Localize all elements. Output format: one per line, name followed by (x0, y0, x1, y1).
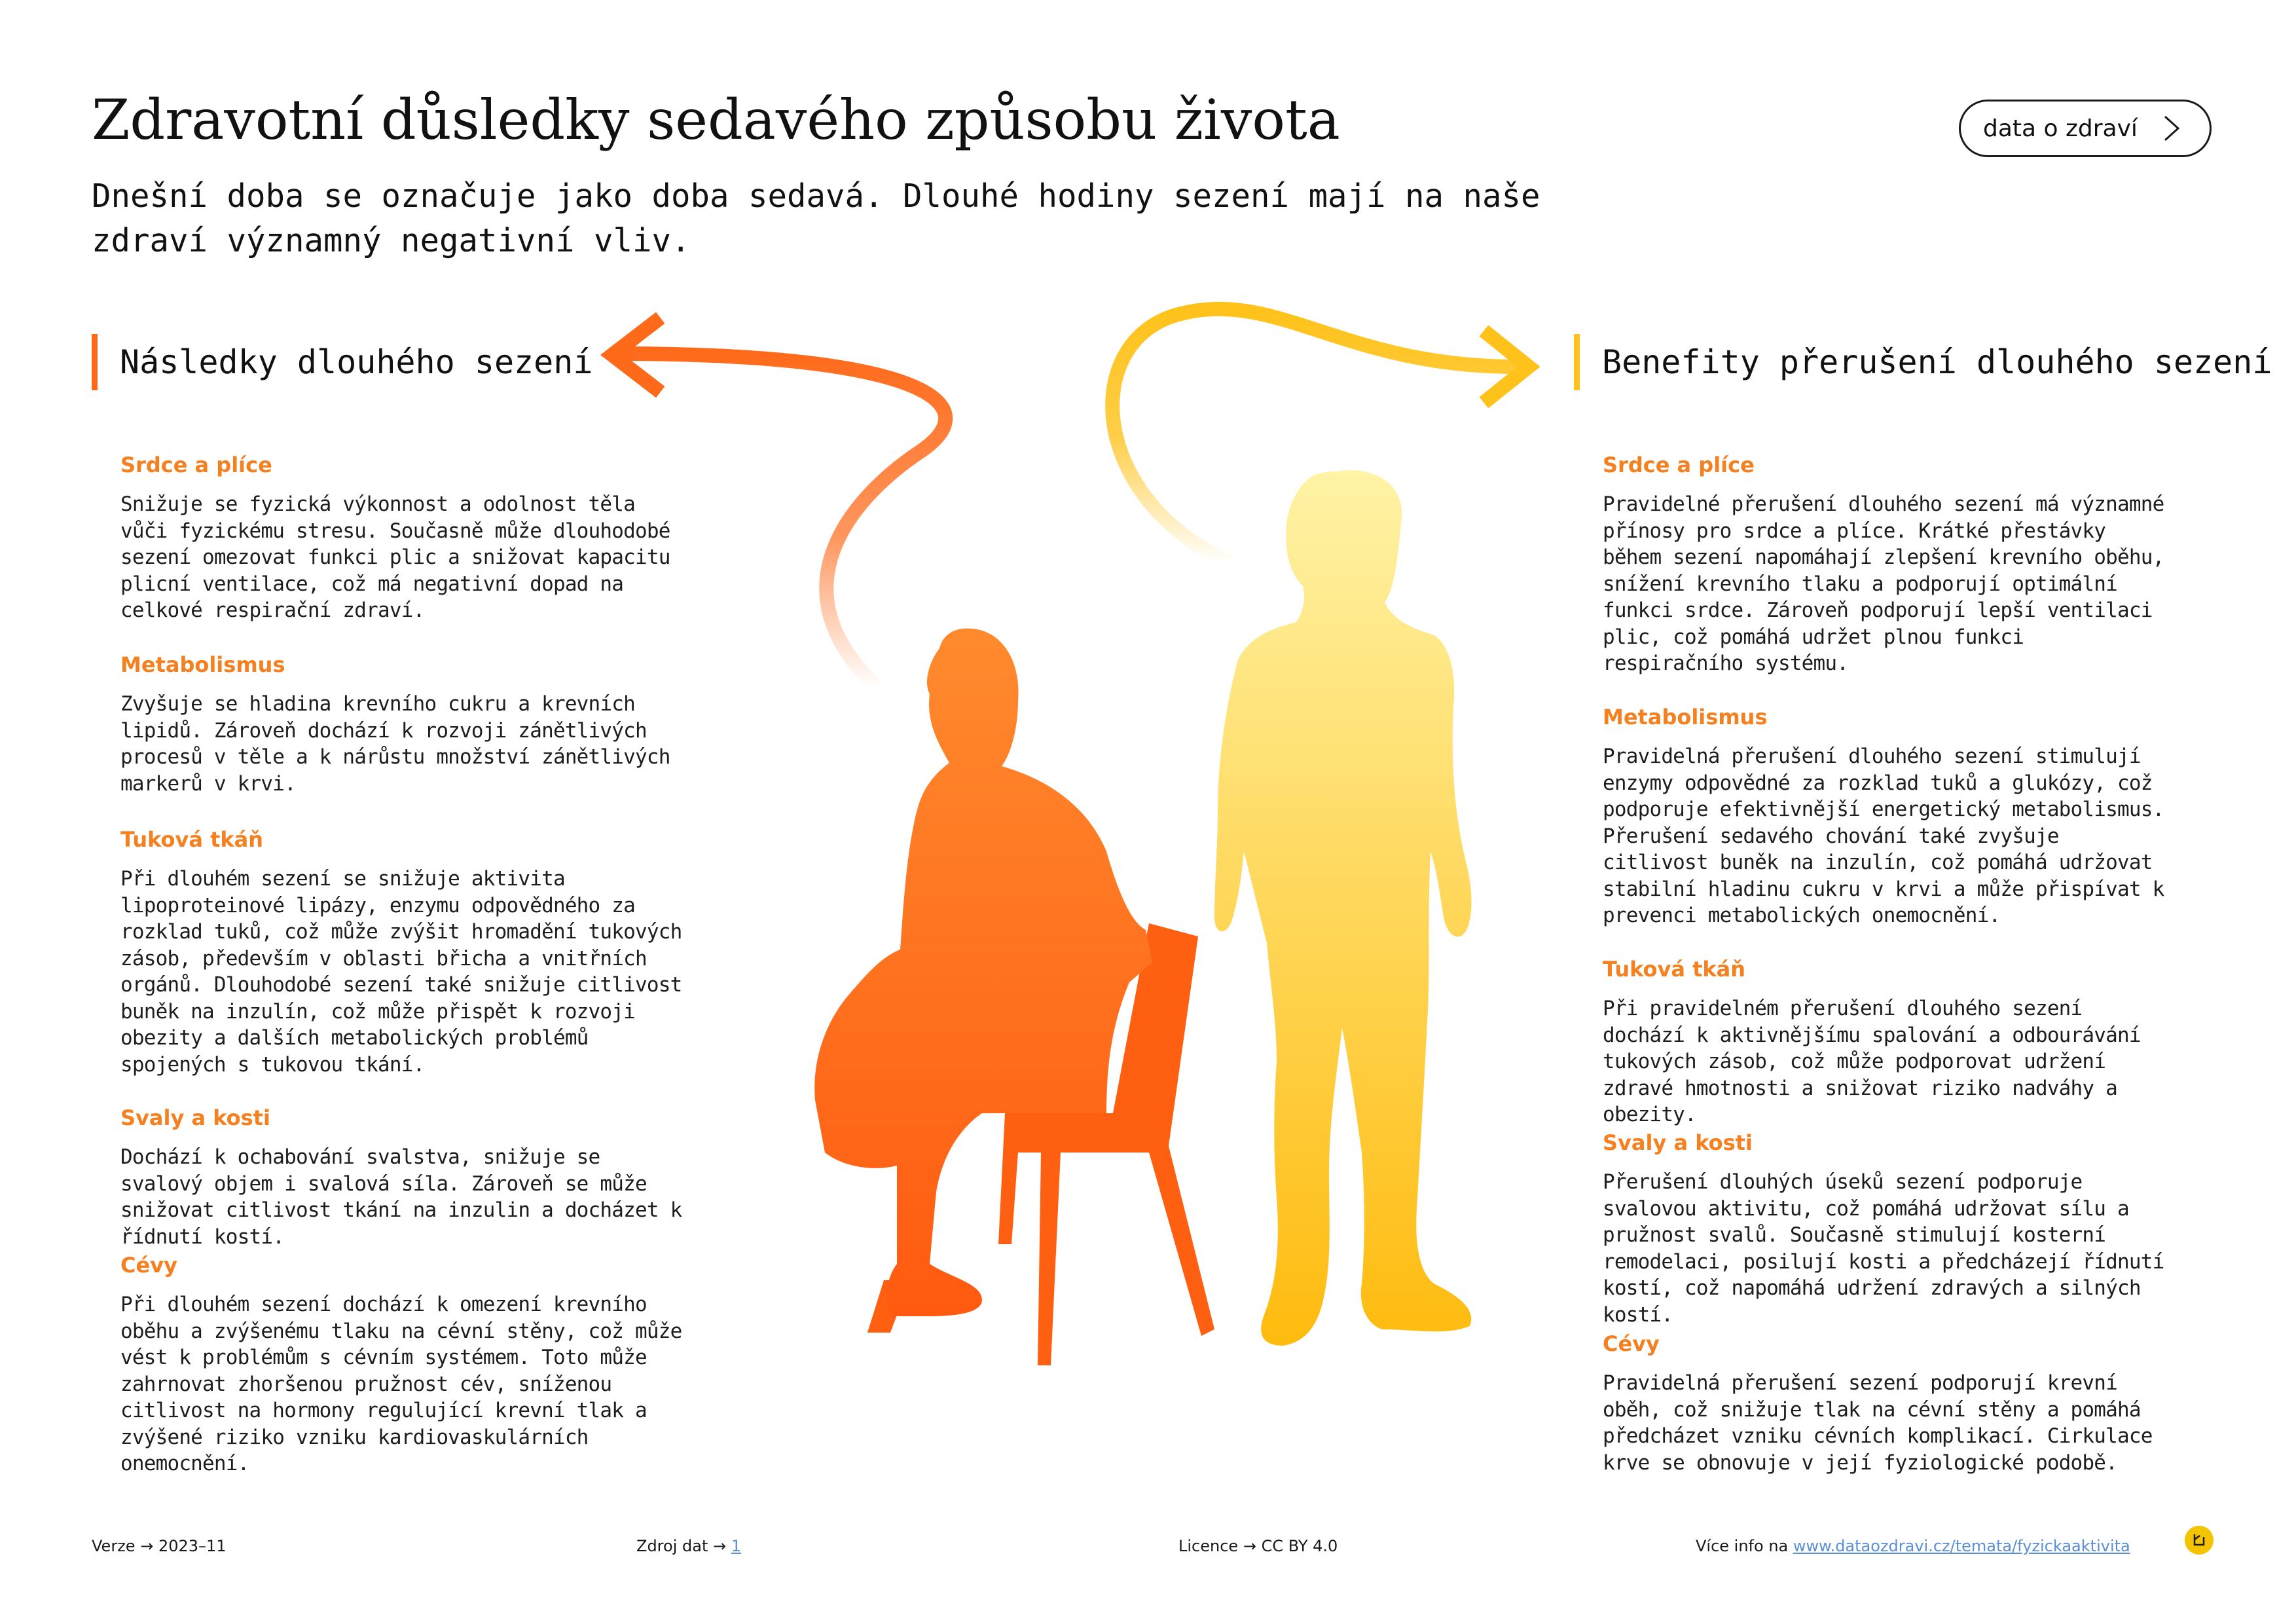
section-title: Metabolismus (120, 652, 285, 677)
more-info-link[interactable]: www.dataozdravi.cz/temata/fyzickaaktivita (1793, 1537, 2130, 1555)
accent-bar (92, 334, 98, 390)
right-column-heading (1574, 334, 2272, 390)
footer-source (636, 1536, 741, 1556)
section-title: Cévy (1603, 1331, 1660, 1356)
footer-license (1178, 1536, 1338, 1556)
standing-person-silhouette (1214, 470, 1472, 1346)
right-column (1603, 452, 2166, 1475)
sitting-person-silhouette (814, 629, 1214, 1365)
left-section-tukova-tkan (120, 826, 683, 1078)
right-section-svaly (1603, 1130, 2166, 1328)
accent-bar (1574, 334, 1580, 390)
right-section-metabolismus (1603, 704, 2166, 929)
button-label: data o zdraví (1983, 115, 2138, 142)
section-title: Srdce a plíce (1603, 452, 1755, 477)
section-title: Srdce a plíce (120, 452, 272, 477)
right-section-cevy (1603, 1331, 2166, 1476)
section-text: Dochází k ochabování svalstva, snižuje se svalový objem i svalová síla. Zároveň se může snižovat citlivost tkání na inzulin a docházet k řídnutí kostí. (120, 1145, 682, 1249)
right-section-srdce (1603, 452, 2166, 677)
source-label: Zdroj dat (636, 1537, 708, 1555)
section-text: Zvyšuje se hladina krevního cukru a krevních lipidů. Zároveň dochází k rozvoji zánětlivých procesů v těle a k nárůstu množství zánětlivých markerů v krvi. (120, 692, 670, 796)
right-arrow (1112, 309, 1516, 563)
left-column-heading (92, 334, 592, 390)
left-section-metabolismus (120, 652, 683, 797)
section-text: Přerušení dlouhých úseků sezení podporuje svalovou aktivitu, což pomáhá udržovat sílu a pružnost svalů. Současně stimulují kosterní remodelaci, posilují kosti a předcházejí řídnutí kostí, což napomáhá udržení zdravých a silných kostí. (1603, 1170, 2164, 1327)
brand-logo-icon (2185, 1526, 2214, 1555)
right-heading-text: Benefity přerušení dlouhého sezení (1602, 343, 2272, 381)
section-text: Při dlouhém sezení se snižuje aktivita lipoproteinové lipázy, enzymu odpovědného za rozklad tuků, což může zvýšit hromadění tukových zásob, především v oblasti břicha a vnitřních orgánů. Dlouhodobé sezení také snižuje citlivost buněk na inzulín, což může přispět k rozvoji obezity a dalších metabolických problémů spojených s tukovou tkání. (120, 867, 682, 1077)
left-column (120, 452, 683, 1475)
page-title: Zdravotní důsledky sedavého způsobu života (92, 88, 1340, 152)
section-title: Cévy (120, 1253, 177, 1278)
section-title: Tuková tkáň (1603, 957, 1746, 982)
left-section-srdce (120, 452, 683, 624)
section-text: Pravidelná přerušení dlouhého sezení stimulují enzymy odpovědné za rozklad tuků a glukózy, což podporuje efektivnější energetický metabolismus. Přerušení sedavého chování také zvyšuje citlivost buněk na inzulín, což pomáhá udržovat stabilní hladinu cukru v krvi a může přispívat k prevenci metabolických onemocnění. (1603, 745, 2164, 927)
section-title: Tuková tkáň (120, 827, 264, 852)
section-text: Při dlouhém sezení dochází k omezení krevního oběhu a zvýšenému tlaku na cévní stěny, což může vést k problémům s cévním systémem. Toto může zahrnovat zhoršenou pružnost cév, sníženou citlivost na hormony regulující krevní tlak a zvýšené riziko vzniku kardiovaskulárních onemocnění. (120, 1293, 682, 1475)
left-heading-text: Následky dlouhého sezení (120, 343, 593, 381)
version-value: 2023–11 (158, 1537, 227, 1555)
data-o-zdravi-button[interactable] (1959, 100, 2212, 157)
left-arrow-head (612, 322, 655, 388)
arrow-right-icon: → (1243, 1537, 1262, 1555)
section-title: Svaly a kosti (1603, 1130, 1753, 1155)
right-section-tukova-tkan (1603, 956, 2166, 1128)
arrow-right-icon: → (713, 1537, 731, 1555)
footer-more-info (1696, 1536, 2130, 1556)
section-text: Při pravidelném přerušení dlouhého sezení dochází k aktivnějšímu spalování a odbourávání tukových zásob, což může podporovat udržení zdravé hmotnosti a snižovat riziko nadváhy a obezity. (1603, 997, 2141, 1126)
section-title: Metabolismus (1603, 705, 1768, 729)
section-text: Pravidelná přerušení sezení podporují krevní oběh, což snižuje tlak na cévní stěny a pomáhá předcházet vzniku cévních komplikací. Cirkulace krve se obnovuje v její fyziologické podobě. (1603, 1371, 2153, 1475)
chevron-right-icon (2160, 114, 2183, 143)
section-text: Pravidelné přerušení dlouhého sezení má významné přínosy pro srdce a plíce. Krátké přestávky během sezení napomáhají zlepšení krevního oběhu, snížení krevního tlaku a podporují optimální funkci srdce. Zároveň podporují lepší ventilaci plic, což pomáhá udržet plnou funkci respiračního systému. (1603, 492, 2164, 675)
version-label: Verze (92, 1537, 136, 1555)
license-label: Licence (1178, 1537, 1239, 1555)
footer-version (92, 1536, 227, 1556)
left-section-svaly (120, 1105, 683, 1250)
source-link[interactable]: 1 (731, 1537, 742, 1555)
arrow-right-icon: → (140, 1537, 158, 1555)
section-title: Svaly a kosti (120, 1105, 270, 1130)
page-subtitle: Dnešní doba se označuje jako doba sedavá. Dlouhé hodiny sezení mají na naše zdraví významný negativní vliv. (92, 177, 1540, 259)
left-section-cevy (120, 1252, 683, 1477)
license-value: CC BY 4.0 (1261, 1537, 1338, 1555)
section-text: Snižuje se fyzická výkonnost a odolnost těla vůči fyzickému stresu. Současně může dlouhodobé sezení omezovat funkci plic a snižovat kapacitu plicní ventilace, což má negativní dopad na celkové respirační zdraví. (120, 492, 670, 622)
right-arrow-head (1489, 335, 1529, 398)
more-label: Více info na (1696, 1537, 1789, 1555)
